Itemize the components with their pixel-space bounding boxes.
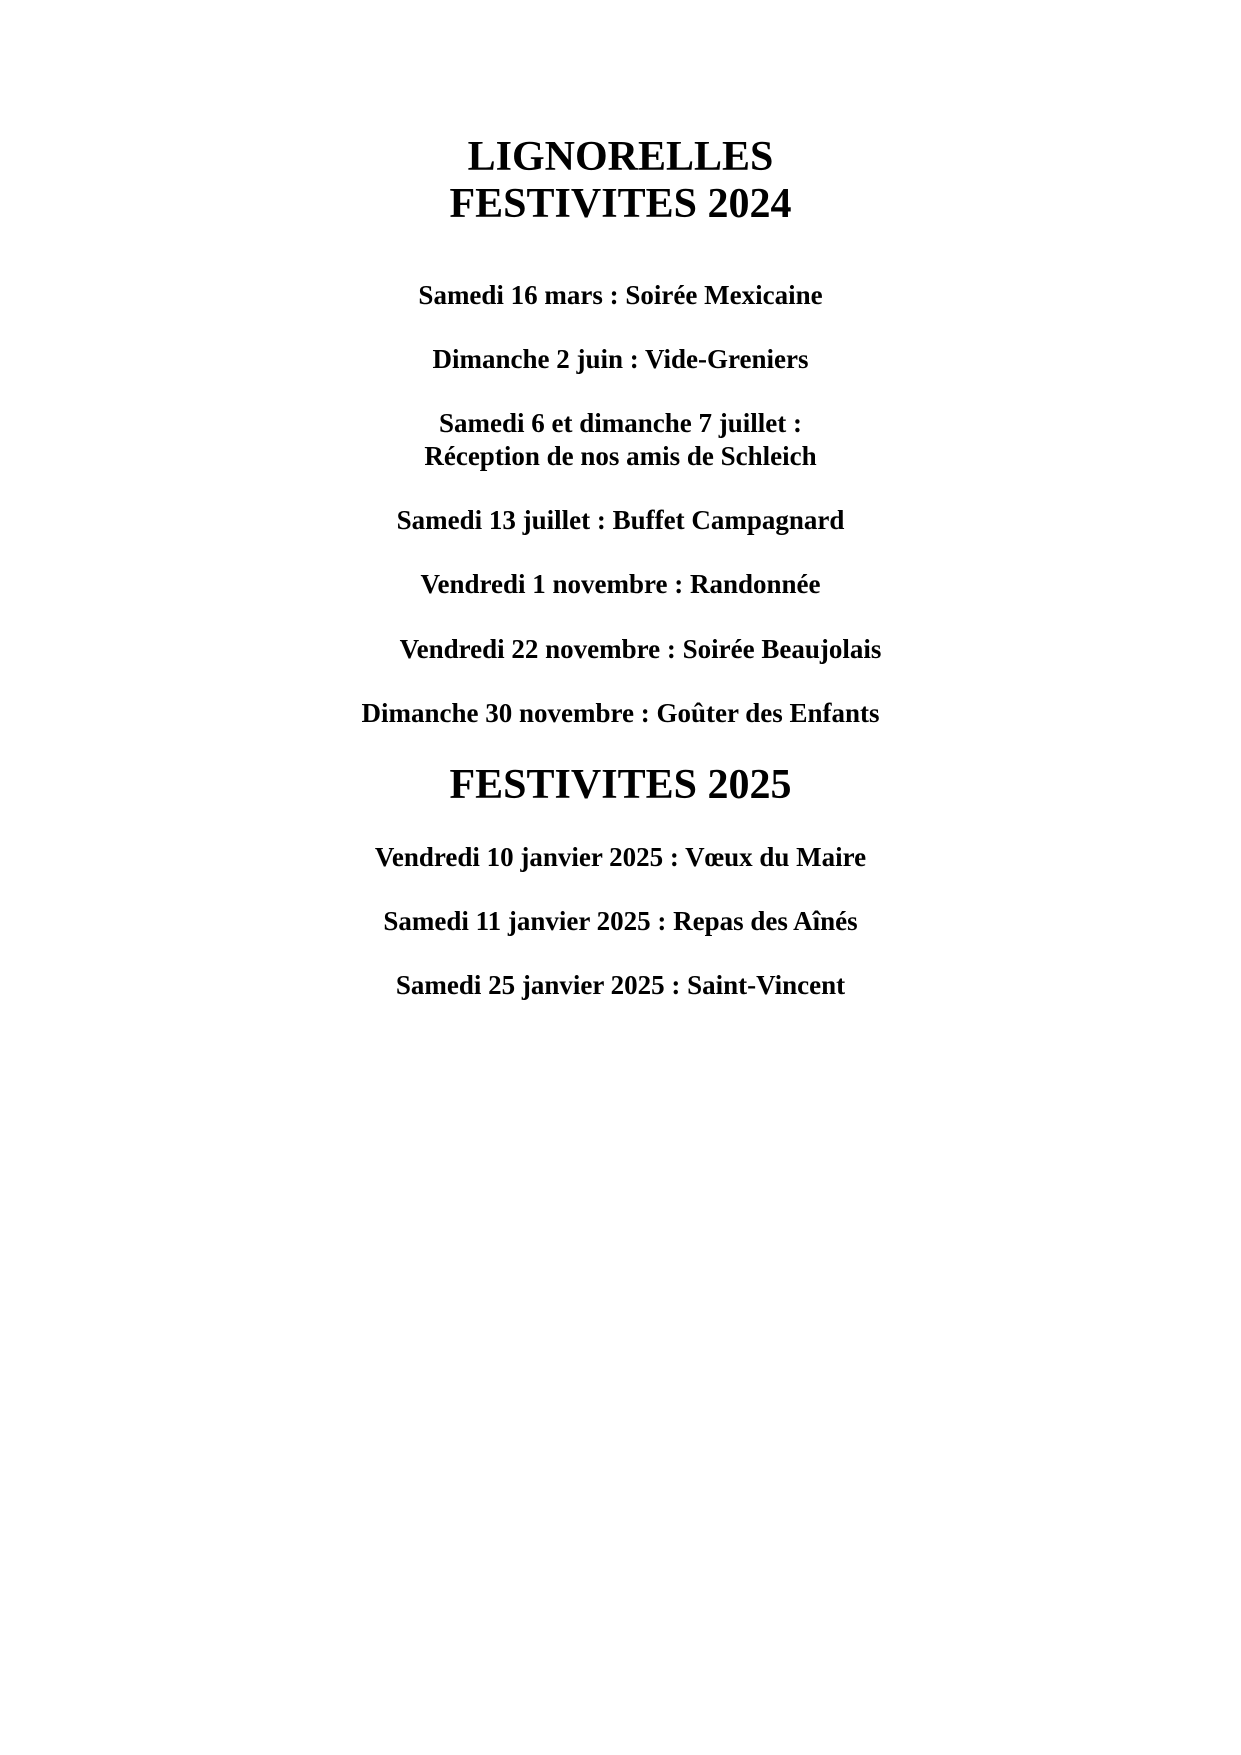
event-item: Vendredi 1 novembre : Randonnée [420, 569, 821, 599]
title-town: LIGNORELLES [467, 134, 774, 180]
event-item: Samedi 11 janvier 2025 : Repas des Aînés [383, 906, 858, 936]
event-item: Samedi 6 et dimanche 7 juillet : [439, 408, 802, 438]
event-item: Dimanche 30 novembre : Goûter des Enfants [361, 698, 880, 728]
event-item: Samedi 16 mars : Soirée Mexicaine [418, 280, 823, 310]
event-item: Samedi 25 janvier 2025 : Saint-Vincent [395, 970, 846, 1000]
heading-festivites-2025: FESTIVITES 2025 [449, 762, 792, 808]
event-item: Vendredi 10 janvier 2025 : Vœux du Maire [374, 842, 867, 872]
title-festivites-2024: FESTIVITES 2024 [449, 181, 792, 227]
event-item-continuation: Réception de nos amis de Schleich [424, 441, 817, 471]
event-item: Samedi 13 juillet : Buffet Campagnard [396, 505, 845, 535]
event-item: Dimanche 2 juin : Vide-Greniers [432, 344, 809, 374]
event-item: Vendredi 22 novembre : Soirée Beaujolais [399, 634, 882, 664]
